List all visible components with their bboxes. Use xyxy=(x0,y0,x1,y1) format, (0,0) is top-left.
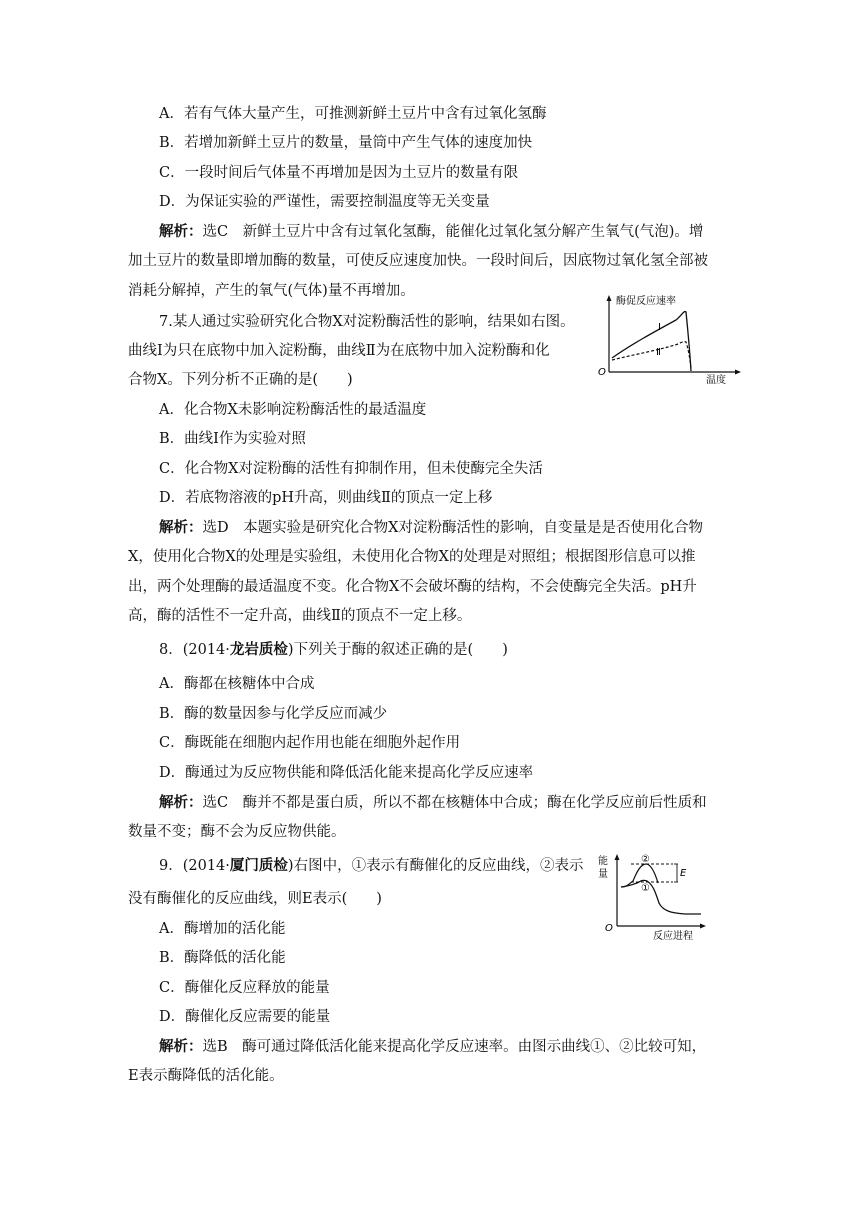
q9-option-c: C．酶催化反应释放的能量 xyxy=(159,980,330,996)
q7-stem-line-2: 曲线Ⅰ为只在底物中加入淀粉酶，曲线Ⅱ为在底物中加入淀粉酶和化 xyxy=(128,343,550,359)
q9-stem-line-2: 没有酶催化的反应曲线，则E表示( ) xyxy=(128,891,382,907)
q6-analysis-line-1 xyxy=(159,222,703,242)
curve-2-label: Ⅱ xyxy=(656,347,661,358)
q8-analysis-line-1 xyxy=(159,793,707,813)
q8-stem-source: 龙岩质检 xyxy=(229,641,288,658)
q7-option-b: B．曲线Ⅰ作为实验对照 xyxy=(159,431,306,447)
energy-reaction-progress-figure xyxy=(597,851,709,941)
enzyme-rate-temperature-figure xyxy=(594,292,744,384)
q9-stem-source: 厦门质检 xyxy=(229,857,288,874)
q7-option-c: C．化合物X对淀粉酶的活性有抑制作用，但未使酶完全失活 xyxy=(159,461,543,477)
curve-2 xyxy=(612,342,691,369)
analysis-text: 选B 酶可通过降低活化能来提高化学反应速率。由图示曲线①、②比较可知， xyxy=(202,1039,707,1055)
q7-analysis-line-2: X，使用化合物X的处理是实验组，未使用化合物X的处理是对照组；根据图形信息可以推 xyxy=(128,549,696,565)
x-axis-label: 温度 xyxy=(706,375,726,384)
q6-option-b: B．若增加新鲜土豆片的数量，量筒中产生气体的速度加快 xyxy=(159,135,533,151)
q7-stem-line-3: 合物X。下列分析不正确的是( ) xyxy=(128,372,353,388)
q8-option-b: B．酶的数量因参与化学反应而减少 xyxy=(159,706,388,722)
q7-option-d: D．若底物溶液的pH升高，则曲线Ⅱ的顶点一定上移 xyxy=(159,490,493,506)
x-axis-label: 反应进程 xyxy=(653,931,693,941)
q6-analysis-line-3: 消耗分解掉，产生的氧气(气体)量不再增加。 xyxy=(128,283,415,299)
analysis-label: 解析： xyxy=(159,1038,203,1055)
q6-option-a: A．若有气体大量产生，可推测新鲜土豆片中含有过氧化氢酶 xyxy=(159,106,547,122)
q8-analysis-line-2: 数量不变；酶不会为反应物供能。 xyxy=(128,824,346,840)
y-axis-label-1: 能 xyxy=(598,856,608,867)
q8-stem xyxy=(159,640,508,660)
q9-analysis-line-1 xyxy=(159,1037,706,1057)
analysis-label: 解析： xyxy=(159,519,203,536)
q6-analysis-line-2: 加土豆片的数量即增加酶的数量，可使反应速度加快。一段时间后，因底物过氧化氢全部被 xyxy=(128,253,708,269)
curve-1-label: Ⅰ xyxy=(658,322,661,333)
q9-option-d: D．酶催化反应需要的能量 xyxy=(159,1009,331,1025)
analysis-label: 解析： xyxy=(159,223,203,240)
q7-option-a: A．化合物X未影响淀粉酶活性的最适温度 xyxy=(159,402,427,418)
analysis-text: 选C 新鲜土豆片中含有过氧化氢酶，能催化过氧化氢分解产生氧气(气泡)。增 xyxy=(202,224,704,240)
q9-stem-suffix: )右图中，①表示有酶催化的反应曲线，②表示 xyxy=(287,858,584,874)
analysis-text: 选D 本题实验是研究化合物X对淀粉酶活性的影响，自变量是是否使用化合物 xyxy=(202,520,703,536)
q8-option-c: C．酶既能在细胞内起作用也能在细胞外起作用 xyxy=(159,735,461,751)
q6-option-c: C．一段时间后气体量不再增加是因为土豆片的数量有限 xyxy=(159,165,519,181)
q8-stem-prefix: 8．(2014· xyxy=(159,642,230,658)
q7-stem-line-1: 7.某人通过实验研究化合物X对淀粉酶活性的影响，结果如右图。 xyxy=(159,314,575,330)
q8-option-d: D．酶通过为反应物供能和降低活化能来提高化学反应速率 xyxy=(159,765,534,781)
y-axis-arrow xyxy=(607,295,612,301)
q9-stem-prefix: 9．(2014· xyxy=(159,858,230,874)
q9-option-a: A．酶增加的活化能 xyxy=(159,921,286,937)
curve-2-label: ② xyxy=(641,854,650,865)
curve-1 xyxy=(621,880,701,914)
curve-1 xyxy=(612,312,691,371)
analysis-text: 选C 酶并不都是蛋白质，所以不都在核糖体中合成；酶在化学反应前后性质和 xyxy=(202,795,707,811)
q9-option-b: B．酶降低的活化能 xyxy=(159,950,286,966)
origin-label: O xyxy=(605,923,613,934)
q7-analysis-line-1 xyxy=(159,518,703,538)
e-label: E xyxy=(680,868,687,879)
q8-stem-suffix: )下列关于酶的叙述正确的是( ) xyxy=(287,642,508,658)
q7-analysis-line-4: 高，酶的活性不一定升高，曲线Ⅱ的顶点不一定上移。 xyxy=(128,608,472,624)
analysis-label: 解析： xyxy=(159,794,203,811)
origin-label: O xyxy=(598,367,606,378)
q6-option-d: D．为保证实验的严谨性，需要控制温度等无关变量 xyxy=(159,194,490,210)
q7-analysis-line-3: 出，两个处理酶的最适温度不变。化合物X不会破坏酶的结构，不会使酶完全失活。pH升 xyxy=(128,579,697,595)
curve-2 xyxy=(621,864,658,887)
q8-option-a: A．酶都在核糖体中合成 xyxy=(159,676,315,692)
y-axis-arrow xyxy=(615,854,620,860)
y-axis-label: 酶促反应速率 xyxy=(616,296,676,307)
x-axis-arrow xyxy=(700,924,706,929)
q9-stem-line-1 xyxy=(159,856,584,876)
y-axis-label-2: 量 xyxy=(598,869,608,880)
curve-1-label: ① xyxy=(641,883,650,894)
q9-analysis-line-2: E表示酶降低的活化能。 xyxy=(128,1068,284,1084)
x-axis-arrow xyxy=(735,370,741,375)
